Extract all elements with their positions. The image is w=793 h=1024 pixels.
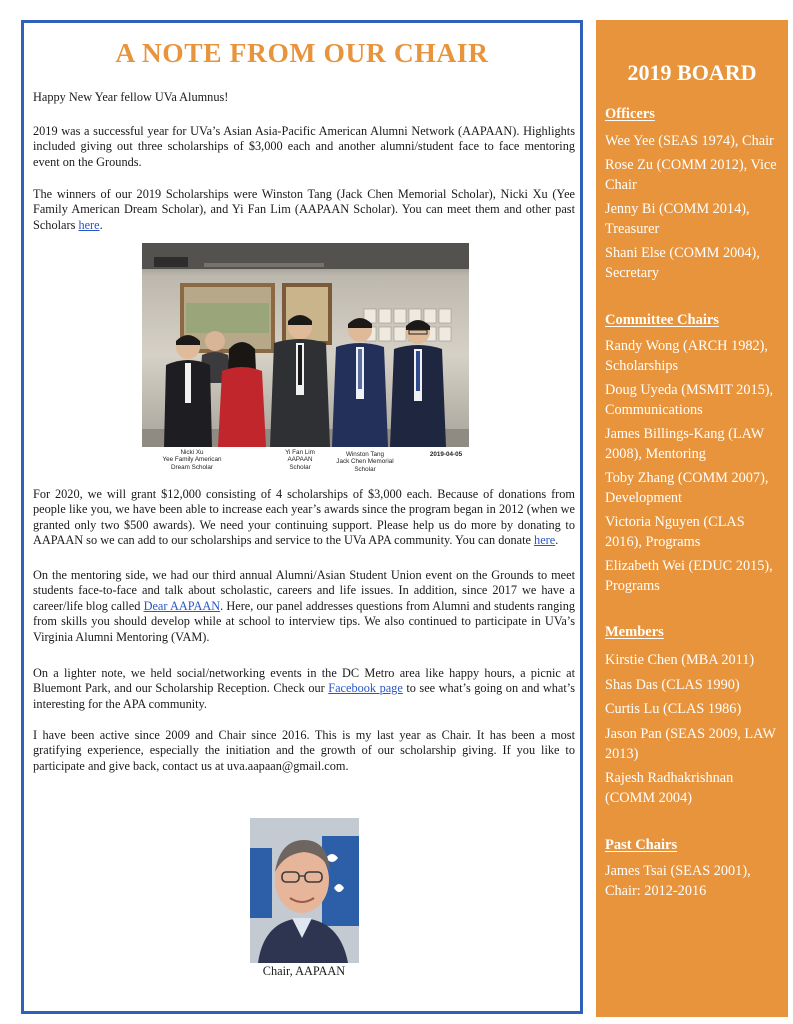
- photo-scene: [142, 243, 469, 447]
- mentoring-text-2: . Here, our panel addresses questions from Alumni and students ranging from skills you should develop while at school to interview tips. We also continued to participate in UVa’s Virginia Alumni Mentoring (VAM).: [33, 598, 575, 644]
- funding-paragraph: [33, 487, 575, 549]
- caption-line: Winston Tang: [345, 451, 385, 458]
- funding-end: .: [555, 533, 559, 548]
- officer-item: Wee Yee (SEAS 1974), Chair: [605, 133, 774, 149]
- committee-chair-item: James Billings-Kang (LAW 2008), Mentoring: [605, 426, 765, 462]
- past-chair-item: James Tsai (SEAS 2001), Chair: 2012-2016: [605, 863, 751, 899]
- mentoring-paragraph: [33, 568, 575, 645]
- past-chairs-heading: Past Chairs: [605, 837, 678, 853]
- chair-caption: Chair, AAPAAN: [262, 964, 346, 978]
- winners-end: .: [99, 217, 103, 232]
- caption-line: Yee Family American: [162, 456, 222, 464]
- article-panel: [21, 20, 583, 1014]
- photo-date: 2019-04-05: [429, 451, 463, 458]
- social-text-2: to see what’s going on and what’s interesting for the APA community.: [33, 681, 575, 711]
- members-heading: Members: [605, 624, 664, 640]
- chair-portrait-photo: [250, 818, 359, 963]
- dear-aapaan-link[interactable]: Dear AAPAAN: [143, 598, 221, 613]
- board-title: 2019 BOARD: [627, 60, 757, 85]
- caption-nicki: [152, 449, 232, 471]
- officer-item: Rose Zu (COMM 2012), Vice Chair: [605, 157, 777, 193]
- greeting-paragraph: Happy New Year fellow UVa Alumnus!: [33, 90, 229, 104]
- funding-text: For 2020, we will grant $12,000 consisting of 4 scholarships of $3,000 each. Because of donations from people like you, we have been able to increase each year’s awards since the program began in 2012 (when we granted only two $500 awards). We need your continuing support. Please help us do more by donating to AAPAAN so we can add to our scholarships and service to the UVa APA community. You can donate: [33, 487, 575, 548]
- closing-paragraph: I have been active since 2009 and Chair since 2016. This is my last year as Chair. It has been a most gratifying experience, especially the initiation and the growth of our scholarship giving. If you like to participate and give back, contact us at uva.aapaan@gmail.com.: [33, 728, 575, 773]
- page-title: A NOTE FROM OUR CHAIR: [115, 37, 489, 68]
- committee-chair-item: Victoria Nguyen (CLAS 2016), Programs: [605, 514, 745, 550]
- board-sidebar: [596, 20, 788, 1017]
- caption-winston: [330, 451, 400, 473]
- officers-heading: Officers: [605, 106, 655, 122]
- caption-line: Scholar: [354, 465, 376, 473]
- committee-chairs-heading: Committee Chairs: [605, 312, 719, 328]
- photo-illustration: [142, 243, 469, 447]
- caption-line: Yi Fan Lim: [285, 449, 315, 456]
- winners-paragraph: [33, 187, 575, 233]
- committee-chair-item: Doug Uyeda (MSMIT 2015), Communications: [605, 382, 774, 418]
- officer-item: Jenny Bi (COMM 2014), Treasurer: [605, 201, 750, 237]
- member-item: Curtis Lu (CLAS 1986): [605, 701, 742, 717]
- portrait-illustration: [250, 818, 359, 963]
- intro-paragraph: 2019 was a successful year for UVa’s Asian Asia-Pacific American Alumni Network (AAPAAN). Highlights included giving out three scholarships of $3,000 each and another alumni/student face to face mentoring event on the Grounds.: [33, 124, 575, 169]
- committee-chair-item: Randy Wong (ARCH 1982), Scholarships: [605, 338, 768, 374]
- caption-line: Nicki Xu: [180, 449, 204, 456]
- facebook-page-link[interactable]: Facebook page: [328, 681, 403, 696]
- member-item: Kirstie Chen (MBA 2011): [605, 652, 755, 668]
- officer-item: Shani Else (COMM 2004), Secretary: [605, 245, 760, 281]
- donate-link[interactable]: here: [534, 533, 556, 548]
- caption-line: Scholar: [289, 463, 311, 471]
- member-item: Jason Pan (SEAS 2009, LAW 2013): [605, 726, 776, 762]
- winners-text: The winners of our 2019 Scholarships were Winston Tang (Jack Chen Memorial Scholar), Nicki Xu (Yee Family American Dream Scholar), and Yi Fan Lim (AAPAAN Scholar). You can meet them and other past Scholars: [33, 187, 575, 232]
- caption-line: AAPAAN: [287, 456, 313, 464]
- past-scholars-link[interactable]: here: [78, 217, 100, 232]
- caption-line: Jack Chen Memorial: [336, 458, 394, 466]
- mentoring-text: On the mentoring side, we had our third annual Alumni/Asian Student Union event on the Grounds to meet students face-to-face and talk about scholastic, careers and life issues. In addition, since 2017 we have a career/life blog called: [33, 568, 575, 613]
- social-text: On a lighter note, we held social/networking events in the DC Metro area like happy hours, a picnic at Bluemont Park, and our Scholarship Reception. Check our: [33, 666, 575, 696]
- caption-yifan: [270, 449, 330, 471]
- committee-chair-item: Elizabeth Wei (EDUC 2015), Programs: [605, 558, 773, 594]
- scholars-group-photo: [142, 243, 469, 486]
- member-item: Shas Das (CLAS 1990): [605, 677, 740, 693]
- committee-chair-item: Toby Zhang (COMM 2007), Development: [605, 470, 769, 506]
- caption-line: Dream Scholar: [171, 463, 213, 471]
- social-paragraph: [33, 666, 575, 712]
- member-item: Rajesh Radhakrishnan (COMM 2004): [605, 770, 734, 806]
